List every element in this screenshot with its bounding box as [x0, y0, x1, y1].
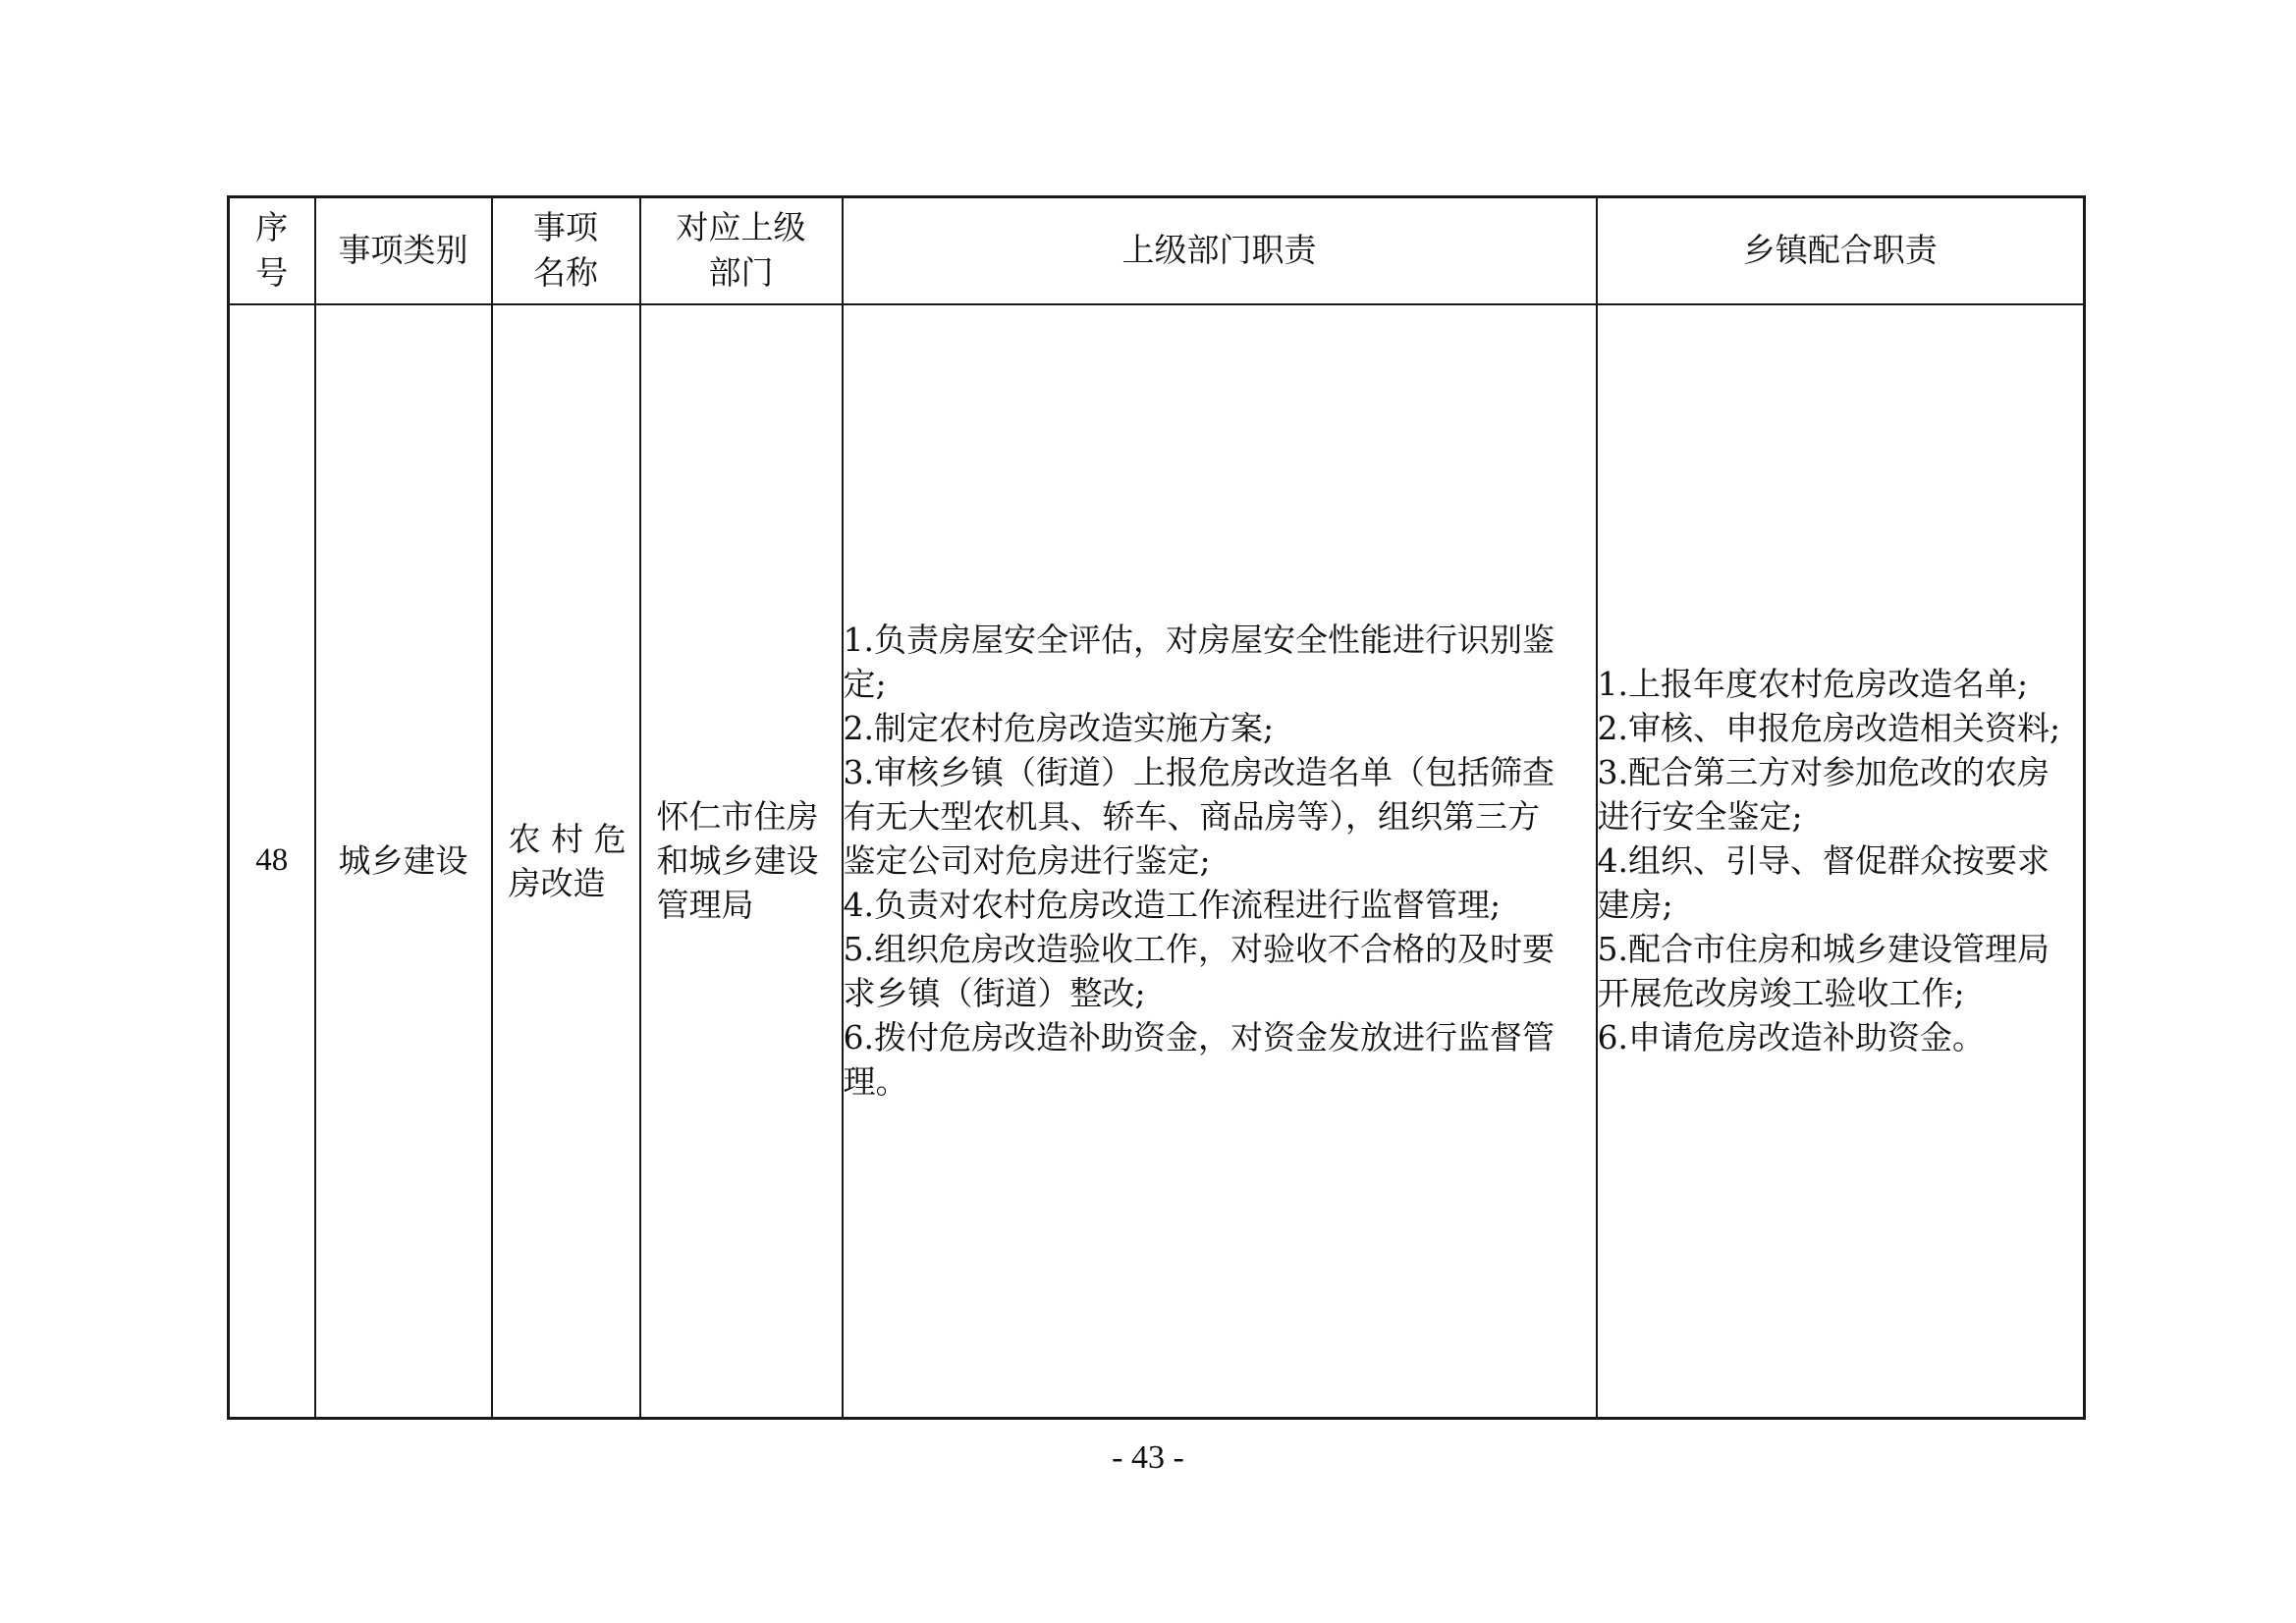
cell-item-name-line2: 房改造 — [508, 863, 606, 902]
header-item-name-line2: 名称 — [533, 253, 598, 293]
header-upper-duty: 上级部门职责 — [843, 197, 1597, 304]
town-duty-line: 进行安全鉴定; — [1597, 797, 1803, 837]
header-row — [229, 197, 2085, 304]
town-duty-line: 建房; — [1597, 886, 1673, 925]
header-item-name — [492, 197, 640, 304]
town-duty-line: 5.配合市住房和城乡建设管理局 — [1597, 930, 2050, 969]
page-number: - 43 - — [1112, 1439, 1184, 1476]
duty-table — [227, 195, 2086, 1420]
cell-upper-dept — [640, 304, 843, 1419]
upper-duty-line: 1.负责房屋安全评估，对房屋安全性能进行识别鉴 — [843, 621, 1555, 660]
upper-duty-line: 5.组织危房改造验收工作，对验收不合格的及时要 — [843, 930, 1555, 969]
header-item-name-line1: 事项 — [533, 208, 598, 247]
cell-upper-dept-line1: 怀仁市住房 — [656, 797, 819, 837]
town-duty-line: 2.审核、申报危房改造相关资料; — [1597, 709, 2061, 748]
town-duty-line: 1.上报年度农村危房改造名单; — [1597, 665, 2029, 704]
header-upper-dept — [640, 197, 843, 304]
header-upper-dept-line1: 对应上级 — [676, 208, 806, 247]
table-row — [229, 304, 2085, 1419]
upper-duty-line: 理。 — [843, 1062, 908, 1102]
town-duty-line: 6.申请危房改造补助资金。 — [1597, 1018, 1985, 1057]
cell-category: 城乡建设 — [315, 304, 492, 1419]
upper-duty-line: 3.审核乡镇（街道）上报危房改造名单（包括筛查 — [843, 753, 1555, 792]
cell-seq: 48 — [229, 304, 315, 1419]
cell-item-name-line1: 农 村 危 — [508, 819, 627, 858]
upper-duty-line: 定; — [843, 665, 887, 704]
cell-upper-dept-line2: 和城乡建设 — [656, 841, 819, 881]
upper-duty-line: 2.制定农村危房改造实施方案; — [843, 709, 1275, 748]
town-duty-line: 开展危改房竣工验收工作; — [1597, 974, 1965, 1013]
header-seq — [229, 197, 315, 304]
header-seq-line1: 序 — [255, 208, 289, 247]
upper-duty-line: 6.拨付危房改造补助资金，对资金发放进行监督管 — [843, 1018, 1555, 1057]
header-seq-line2: 号 — [255, 253, 289, 293]
upper-duty-line: 鉴定公司对危房进行鉴定; — [843, 841, 1211, 881]
cell-item-name — [492, 304, 640, 1419]
town-duty-line: 4.组织、引导、督促群众按要求 — [1597, 841, 2050, 881]
town-duty-line: 3.配合第三方对参加危改的农房 — [1597, 753, 2050, 792]
upper-duty-line: 4.负责对农村危房改造工作流程进行监督管理; — [843, 886, 1502, 925]
cell-upper-dept-line3: 管理局 — [656, 886, 754, 925]
header-town-duty: 乡镇配合职责 — [1597, 197, 2085, 304]
upper-duty-line: 有无大型农机具、轿车、商品房等），组织第三方 — [843, 797, 1540, 837]
upper-duty-line: 求乡镇（街道）整改; — [843, 974, 1146, 1013]
header-upper-dept-line2: 部门 — [708, 253, 774, 293]
cell-upper-duty — [843, 304, 1597, 1419]
header-category: 事项类别 — [315, 197, 492, 304]
cell-town-duty — [1597, 304, 2085, 1419]
